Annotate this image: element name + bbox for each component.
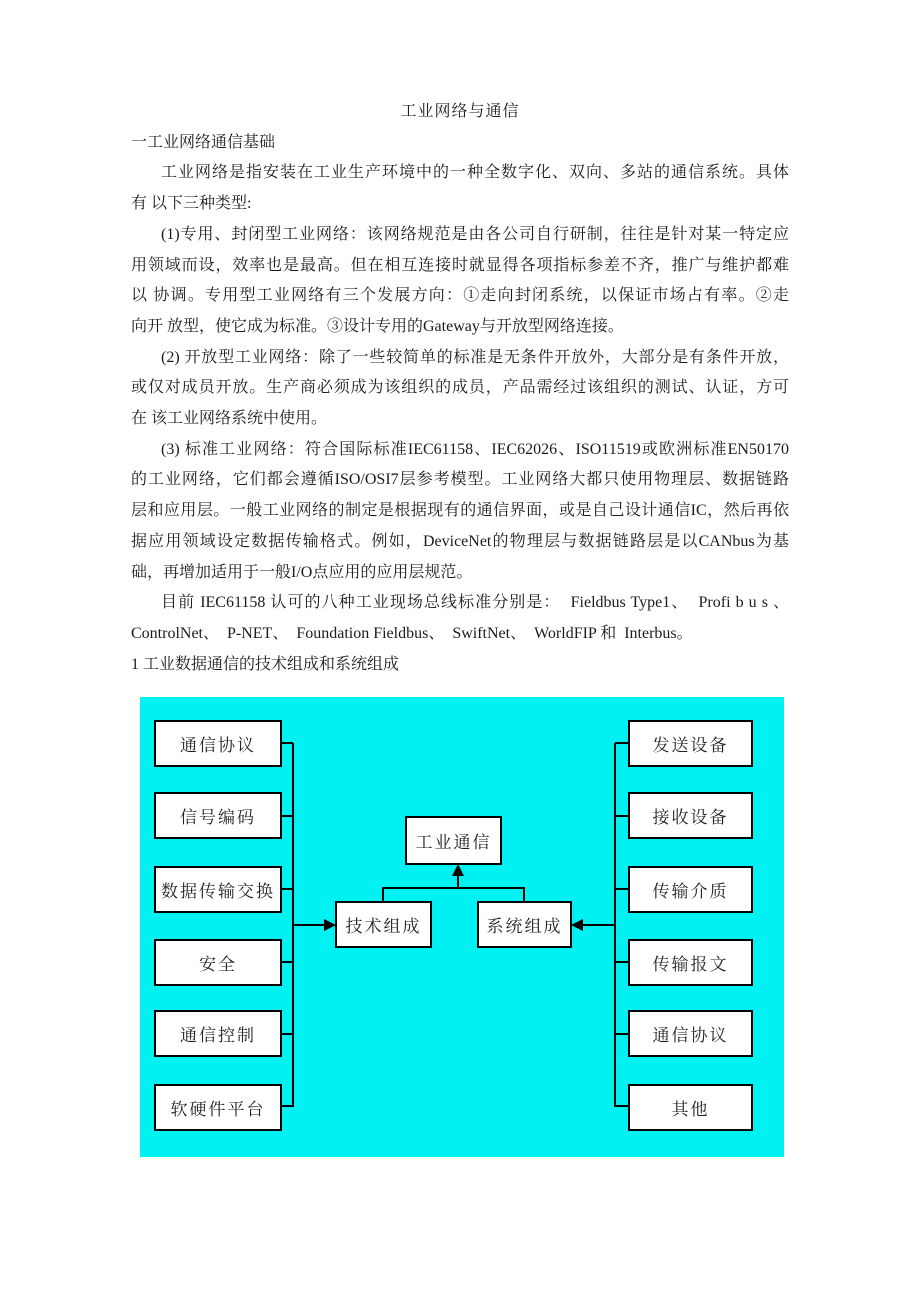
diagram-node-right: 接收设备 — [628, 792, 753, 839]
text-line: 目前 IEC61158 认可的八种工业现场总线标准分别是： Fieldbus Type1、 Profi b u s 、 — [161, 594, 789, 612]
diagram-node-left: 通信控制 — [154, 1010, 282, 1057]
diagram-node-left: 通信协议 — [154, 720, 282, 767]
doc-title: 工业网络与通信 — [400, 103, 520, 120]
diagram-node-system: 系统组成 — [477, 901, 572, 948]
section-heading: 一工业网络通信基础 — [131, 133, 276, 151]
text-line: 有 以下三种类型: — [131, 195, 252, 213]
diagram-node-right: 发送设备 — [628, 720, 753, 767]
text-line: (3) 标准工业网络：符合国际标准IEC61158、IEC62026、ISO11519或欧洲标准EN50170 — [161, 440, 789, 458]
diagram-node-right: 通信协议 — [628, 1010, 753, 1057]
text-line: 层和应用层。一般工业网络的制定是根据现有的通信界面，或是自己设计通信IC，然后再依 — [131, 502, 789, 520]
diagram-node-left: 数据传输交换 — [154, 866, 282, 913]
diagram-node-right: 传输报文 — [628, 939, 753, 986]
document-body — [131, 97, 789, 680]
text-line: 以 协调。专用型工业网络有三个发展方向：①走向封闭系统，以保证市场占有率。②走 — [131, 287, 789, 305]
text-line: 或仅对成员开放。生产商必须成为该组织的成员，产品需经过该组织的测试、认证，方可 — [131, 379, 789, 397]
text-line: 在 该工业网络系统中使用。 — [131, 410, 328, 428]
diagram-node-root: 工业通信 — [405, 816, 502, 865]
diagram-node-left: 信号编码 — [154, 792, 282, 839]
arrowhead-left-icon — [571, 919, 583, 931]
diagram-node-left: 安全 — [154, 939, 282, 986]
text-line: 据应用领域设定数据传输格式。例如，DeviceNet的物理层与数据链路层是以CANbus为基 — [131, 532, 789, 550]
arrowhead-up-icon — [452, 864, 464, 876]
text-line: 础，再增加适用于一般I/O点应用的应用层规范。 — [131, 563, 473, 581]
text-line: 工业网络是指安装在工业生产环境中的一种全数字化、双向、多站的通信系统。具体 — [161, 164, 789, 182]
text-line: 用领域而设，效率也是最高。但在相互连接时就显得各项指标参差不齐，推广与维护都难 — [131, 256, 789, 274]
numbered-section-heading: 1 工业数据通信的技术组成和系统组成 — [131, 655, 400, 673]
text-line: ControlNet、 P-NET、 Foundation Fieldbus、 SwiftNet、 WorldFIP 和 Interbus。 — [131, 624, 693, 642]
diagram-node-right: 其他 — [628, 1084, 753, 1131]
diagram-panel — [140, 697, 784, 1157]
text-line: 的工业网络，它们都会遵循ISO/OSI7层参考模型。工业网络大都只使用物理层、数据链路 — [131, 471, 789, 489]
text-line: 向开 放型，使它成为标准。③设计专用的Gateway与开放型网络连接。 — [131, 317, 624, 335]
text-line: (2) 开放型工业网络：除了一些较简单的标准是无条件开放外，大部分是有条件开放， — [161, 348, 789, 366]
diagram-node-right: 传输介质 — [628, 866, 753, 913]
diagram-node-left: 软硬件平台 — [154, 1084, 282, 1131]
text-line: (1)专用、封闭型工业网络：该网络规范是由各公司自行研制，往往是针对某一特定应 — [161, 225, 789, 243]
diagram-node-tech: 技术组成 — [335, 901, 432, 948]
